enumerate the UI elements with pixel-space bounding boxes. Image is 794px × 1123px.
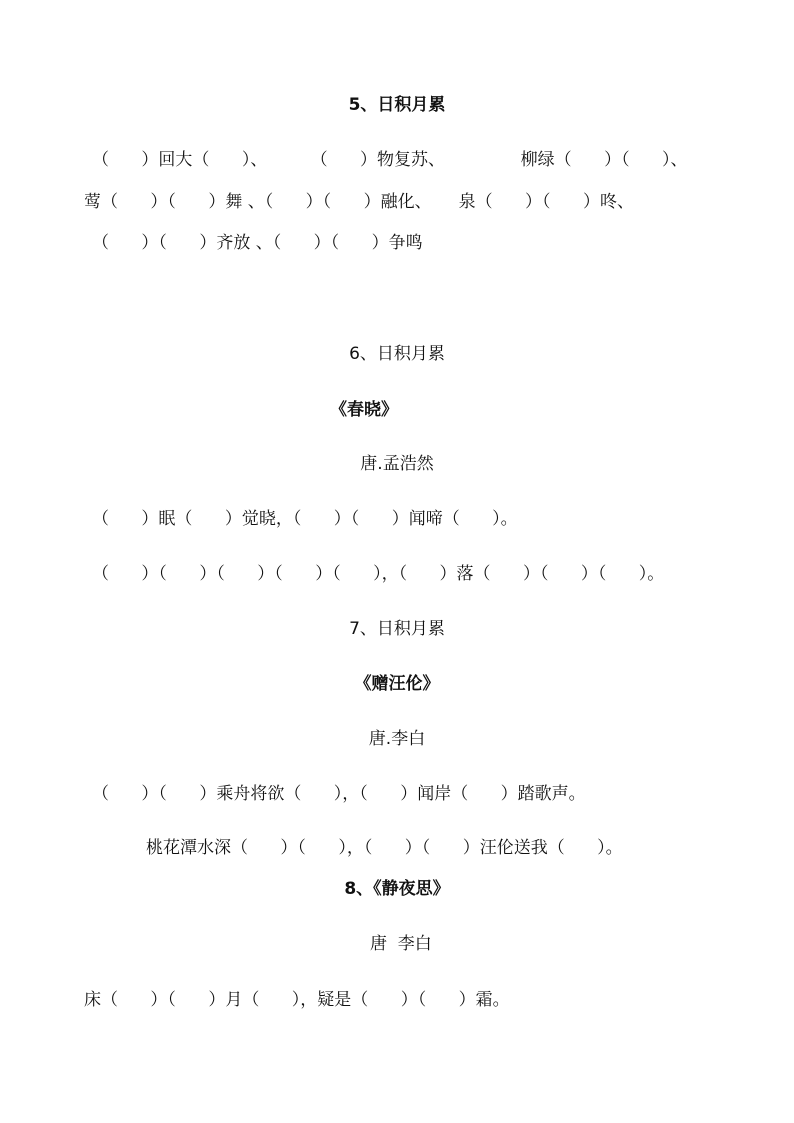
- section-7-heading: 7、日积月累: [349, 619, 445, 639]
- section-8-heading: 8、《静夜思》: [344, 879, 450, 899]
- section-5-line-2: 莺（ ）（ ）舞 、（ ）（ ）融化、 泉（ ）（ ）咚、: [84, 192, 634, 212]
- section-5-line-1: （ ）回大（ ）、 （ ）物复苏、 柳绿（ ）（ ）、: [92, 150, 688, 170]
- section-5-heading: 5、日积月累: [348, 95, 446, 115]
- poem-author-jingyesi: 唐 李白: [370, 934, 432, 954]
- section-5-line-3: （ ）（ ）齐放 、（ ）（ ）争鸣: [92, 233, 423, 253]
- poem-author-zengwanglun: 唐.李白: [368, 729, 426, 749]
- section-6-line-1: （ ）眠（ ）觉晓，（ ）（ ）闻啼（ ）。: [92, 509, 518, 529]
- section-8-line-1: 床（ ）（ ）月（ ），疑是（ ）（ ）霜。: [84, 990, 510, 1010]
- section-7-line-1: （ ）（ ）乘舟将欲（ ），（ ）闻岸（ ）踏歌声。: [92, 784, 586, 804]
- section-6-line-2: （ ）（ ）（ ）（ ）（ ），（ ）落（ ）（ ）（ ）。: [92, 564, 665, 584]
- section-7-line-2: 桃花潭水深（ ）（ ），（ ）（ ）汪伦送我（ ）。: [146, 838, 623, 858]
- section-6-heading: 6、日积月累: [349, 344, 445, 364]
- poem-author-chunxiao: 唐.孟浩然: [360, 454, 434, 474]
- poem-title-chunxiao: 《春晓》: [330, 400, 398, 420]
- poem-title-zengwanglun: 《赠汪伦》: [354, 674, 440, 694]
